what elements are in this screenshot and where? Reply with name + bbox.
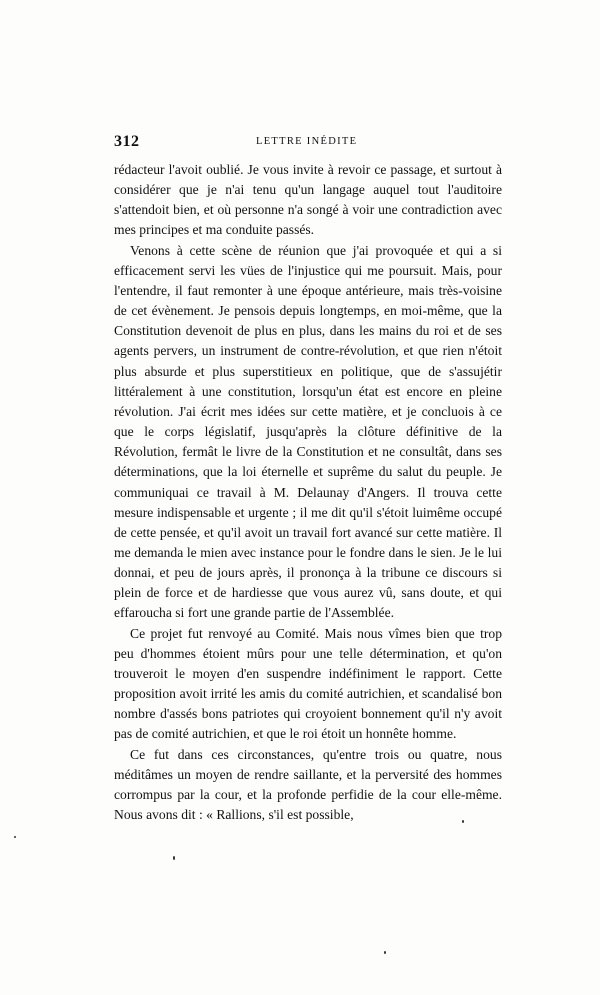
running-title: LETTRE INÉDITE xyxy=(256,136,358,147)
paragraph: Ce fut dans ces circonstances, qu'entre trois ou quatre, nous méditâmes un moyen de rendre saillante, et la perversité des hommes corrompus par la cour, et la profonde perfidie de la cour elle-même. Nous avons dit : « Rallions, s'il est possible, xyxy=(114,746,502,822)
page-header xyxy=(114,133,499,155)
ink-speck xyxy=(173,856,175,860)
paragraph: Ce projet fut renvoyé au Comité. Mais nous vîmes bien que trop peu d'hommes étoient mûrs pour une telle détermination, et qu'on trouveroit le moyen d'en suspendre indéfiniment le rapport. Cette proposition avoit irrité les amis du comité autrichien, et scandalisé bon nombre d'assés bons patriotes qui croyoient bonnement qu'il n'y avoit pas de comité autrichien, et que le roi étoit un honnête homme. xyxy=(114,625,502,742)
ink-speck xyxy=(462,820,464,823)
page-number: 312 xyxy=(114,133,140,150)
ink-speck xyxy=(384,951,386,954)
paragraph: rédacteur l'avoit oublié. Je vous invite à revoir ce passage, et surtout à considérer que je n'ai tenu qu'un langage auquel tout l'auditoire s'attendoit bien, et où personne n'a songé à voir une contradiction avec mes principes et ma conduite passés. xyxy=(114,162,502,238)
body-text xyxy=(114,160,502,825)
paragraph: Venons à cette scène de réunion que j'ai provoquée et qui a si efficacement servi les vües de l'injustice qui me poursuit. Mais, pour l'entendre, il faut remonter à une époque antérieure, mais très-voisine de cet évènement. Je pensois depuis longtemps, en moi-même, que la Constitution devenoit de plus en plus, dans les mains du roi et de ses agents pervers, un instrument de contre-révolution, et que rien n'étoit plus absurde et plus superstitieux en politique, que de s'assujétir littéralement à une constitution, lorsqu'un état est encore en pleine révolution. J'ai écrit mes idées sur cette matière, et je concluois à ce que le corps législatif, jusqu'après la clôture définitive de la Révolution, fermât le livre de la Constitution et ne consultât, dans ses déterminations, que la loi éternelle et suprême du salut du peuple. Je communiquai ce travail à M. Delaunay d'Angers. Il trouva cette mesure indispensable et urgente ; il me dit qu'il s'étoit luimême occupé de cette pensée, et qu'il avoit un travail fort avancé sur cette matière. Il me demanda le mien avec instance pour le fondre dans le sien. Je le lui donnai, et peu de jours après, il prononça à la tribune ce discours si plein de force et de hardiesse que vous aurez vû, sans doute, et qui effaroucha si fort une grande partie de l'Assemblée. xyxy=(114,242,502,621)
ink-speck xyxy=(14,836,16,838)
